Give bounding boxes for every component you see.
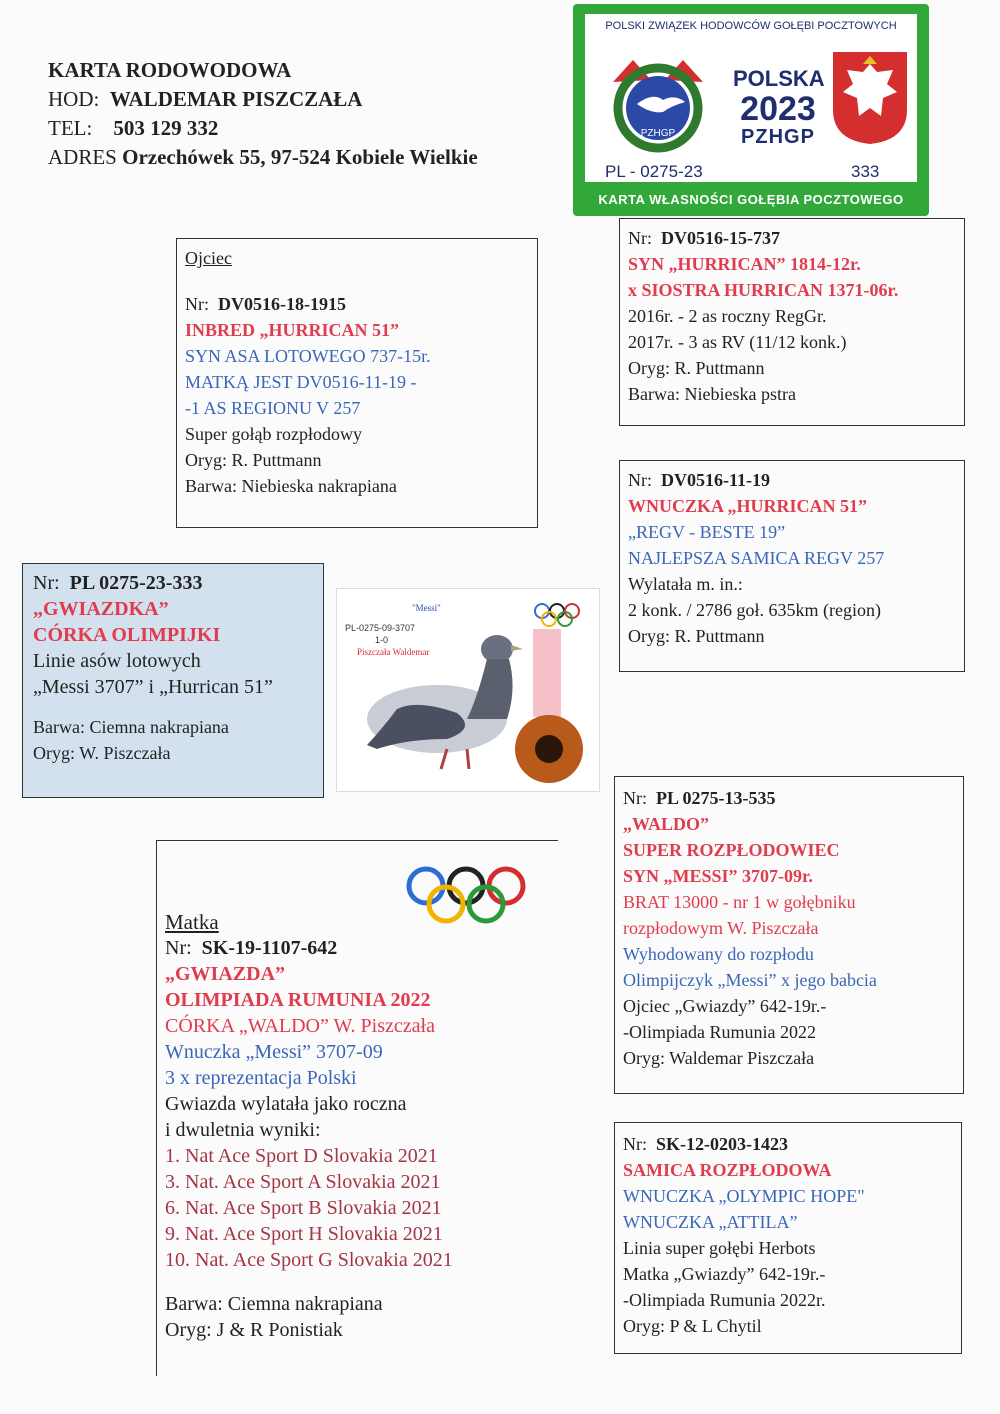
card-serial-number: 333 (851, 162, 880, 181)
mother-line-7: i dwuletnia wyniki: (165, 1119, 321, 1141)
father-ring: Nr: DV0516-18-1915 (185, 294, 346, 314)
svg-text:1-0: 1-0 (375, 635, 389, 645)
card-year: 2023 (740, 90, 816, 128)
grandfather-paternal-line-2: x SIOSTRA HURRICAN 1371-06r. (628, 280, 899, 300)
grandmother-paternal-line-1: WNUCZKA „HURRICAN 51” (628, 496, 868, 516)
grandfather-maternal-line-8: Ojciec „Gwiazdy” 642-19r.- (623, 996, 827, 1016)
subject-title: CÓRKA OLIMPIJKI (33, 624, 221, 646)
subject-color: Barwa: Ciemna nakrapiana (33, 717, 229, 737)
grandfather-paternal-line-1: SYN „HURRICAN” 1814-12r. (628, 254, 861, 274)
grandfather-maternal-origin: Oryg: Waldemar Piszczała (623, 1048, 815, 1068)
pedigree-header (48, 56, 478, 172)
mother-result-1: 1. Nat Ace Sport D Slovakia 2021 (165, 1145, 438, 1167)
pzhgp-logo-icon (593, 42, 723, 160)
grandfather-maternal-line-9: -Olimpiada Rumunia 2022 (623, 1022, 816, 1042)
card-footer: KARTA WŁASNOŚCI GOŁĘBIA POCZTOWEGO (598, 192, 904, 207)
grandmother-maternal-box (614, 1122, 962, 1354)
document-title: KARTA RODOWODOWA (48, 58, 292, 82)
father-origin: Oryg: R. Puttmann (185, 450, 322, 470)
polish-eagle-emblem-icon (831, 50, 909, 146)
grandfather-maternal-name: „WALDO” (623, 814, 710, 834)
grandfather-maternal-line-3: SYN „MESSI” 3707-09r. (623, 866, 813, 886)
father-line-4: Super gołąb rozpłodowy (185, 424, 362, 444)
subject-pigeon-box (22, 563, 324, 798)
card-association-name: POLSKI ZWIĄZEK HODOWCÓW GOŁĘBI POCZTOWYCH (605, 20, 897, 32)
grandmother-maternal-line-4: Linia super gołębi Herbots (623, 1238, 816, 1258)
grandfather-maternal-line-2: SUPER ROZPŁODOWIEC (623, 840, 840, 860)
subject-origin: Oryg: W. Piszczała (33, 743, 171, 763)
card-country: POLSKA (733, 66, 825, 91)
grandmother-maternal-line-5: Matka „Gwiazdy” 642-19r.- (623, 1264, 826, 1284)
grandmother-paternal-ring: Nr: DV0516-11-19 (628, 470, 770, 490)
father-line-2: MATKĄ JEST DV0516-11-19 - (185, 372, 417, 392)
mother-result-2: 3. Nat. Ace Sport A Slovakia 2021 (165, 1171, 441, 1193)
grandmother-paternal-line-4: Wylatała m. in.: (628, 574, 743, 594)
breeder-line: HOD: WALDEMAR PISZCZAŁA (48, 87, 363, 111)
mother-box (156, 840, 558, 1376)
card-organization: PZHGP (741, 126, 815, 148)
grandfather-paternal-box (619, 218, 965, 426)
grandmother-maternal-line-2: WNUCZKA „OLYMPIC HOPE" (623, 1186, 865, 1206)
grandfather-paternal-origin: Oryg: R. Puttmann (628, 358, 765, 378)
svg-text:PL-0275-09-3707: PL-0275-09-3707 (345, 623, 416, 633)
grandfather-maternal-box (614, 776, 964, 1094)
phone-line: TEL: 503 129 332 (48, 116, 219, 140)
svg-text:"Messi": "Messi" (412, 603, 441, 613)
mother-line-6: Gwiazda wylatała jako roczna (165, 1093, 407, 1115)
mother-line-3: CÓRKA „WALDO” W. Piszczała (165, 1015, 435, 1037)
grandfather-maternal-line-7: Olimpijczyk „Messi” x jego babcia (623, 970, 877, 990)
subject-ring: Nr: PL 0275-23-333 (33, 572, 203, 594)
mother-result-5: 10. Nat. Ace Sport G Slovakia 2021 (165, 1249, 453, 1271)
grandmother-maternal-ring: Nr: SK-12-0203-1423 (623, 1134, 788, 1154)
svg-text:PZHGP: PZHGP (640, 128, 676, 139)
pigeon-photo-illustration-icon (337, 589, 599, 791)
address-line: ADRES Orzechówek 55, 97-524 Kobiele Wielkie (48, 145, 478, 169)
grandfather-paternal-line-4: 2017r. - 3 as RV (11/12 konk.) (628, 332, 847, 352)
mother-result-4: 9. Nat. Ace Sport H Slovakia 2021 (165, 1223, 443, 1245)
grandfather-maternal-line-4: BRAT 13000 - nr 1 w gołębniku (623, 892, 856, 912)
mother-line-5: 3 x reprezentacja Polski (165, 1067, 357, 1089)
father-line-3: -1 AS REGIONU V 257 (185, 398, 361, 418)
grandmother-paternal-box (619, 460, 965, 672)
grandmother-maternal-line-3: WNUCZKA „ATTILA” (623, 1212, 798, 1232)
mother-name: „GWIAZDA” (165, 963, 286, 985)
grandmother-paternal-line-3: NAJLEPSZA SAMICA REGV 257 (628, 548, 885, 568)
grandmother-paternal-line-2: „REGV - BESTE 19” (628, 522, 786, 542)
pigeon-photo (336, 588, 600, 792)
card-ring-number: PL - 0275-23 (605, 162, 703, 181)
grandfather-maternal-line-5: rozpłodowym W. Piszczała (623, 918, 819, 938)
grandmother-maternal-line-6: -Olimpiada Rumunia 2022r. (623, 1290, 826, 1310)
father-name: INBRED „HURRICAN 51” (185, 320, 400, 340)
mother-line-2: OLIMPIADA RUMUNIA 2022 (165, 989, 431, 1011)
mother-label: Matka (165, 910, 219, 934)
subject-name: „GWIAZDKA” (33, 598, 169, 620)
grandmother-paternal-origin: Oryg: R. Puttmann (628, 626, 765, 646)
mother-result-3: 6. Nat. Ace Sport B Slovakia 2021 (165, 1197, 442, 1219)
mother-color: Barwa: Ciemna nakrapiana (165, 1293, 383, 1315)
father-color: Barwa: Niebieska nakrapiana (185, 476, 397, 496)
ownership-card (573, 4, 929, 216)
grandfather-paternal-color: Barwa: Niebieska pstra (628, 384, 796, 404)
subject-line-4: „Messi 3707” i „Hurrican 51” (33, 676, 273, 698)
father-line-1: SYN ASA LOTOWEGO 737-15r. (185, 346, 431, 366)
grandfather-maternal-line-6: Wyhodowany do rozpłodu (623, 944, 814, 964)
mother-line-4: Wnuczka „Messi” 3707-09 (165, 1041, 383, 1063)
svg-text:Piszczała Waldemar: Piszczała Waldemar (357, 647, 430, 657)
grandfather-paternal-line-3: 2016r. - 2 as roczny RegGr. (628, 306, 827, 326)
subject-line-3: Linie asów lotowych (33, 650, 201, 672)
grandmother-maternal-line-1: SAMICA ROZPŁODOWA (623, 1160, 832, 1180)
grandfather-paternal-ring: Nr: DV0516-15-737 (628, 228, 780, 248)
mother-origin: Oryg: J & R Ponistiak (165, 1319, 343, 1341)
mother-ring: Nr: SK-19-1107-642 (165, 937, 338, 959)
ownership-card-body (585, 14, 917, 182)
grandmother-paternal-line-5: 2 konk. / 2786 goł. 635km (region) (628, 600, 881, 620)
grandmother-maternal-origin: Oryg: P & L Chytil (623, 1316, 762, 1336)
grandfather-maternal-ring: Nr: PL 0275-13-535 (623, 788, 776, 808)
father-label: Ojciec (185, 248, 232, 268)
father-box (176, 238, 538, 528)
